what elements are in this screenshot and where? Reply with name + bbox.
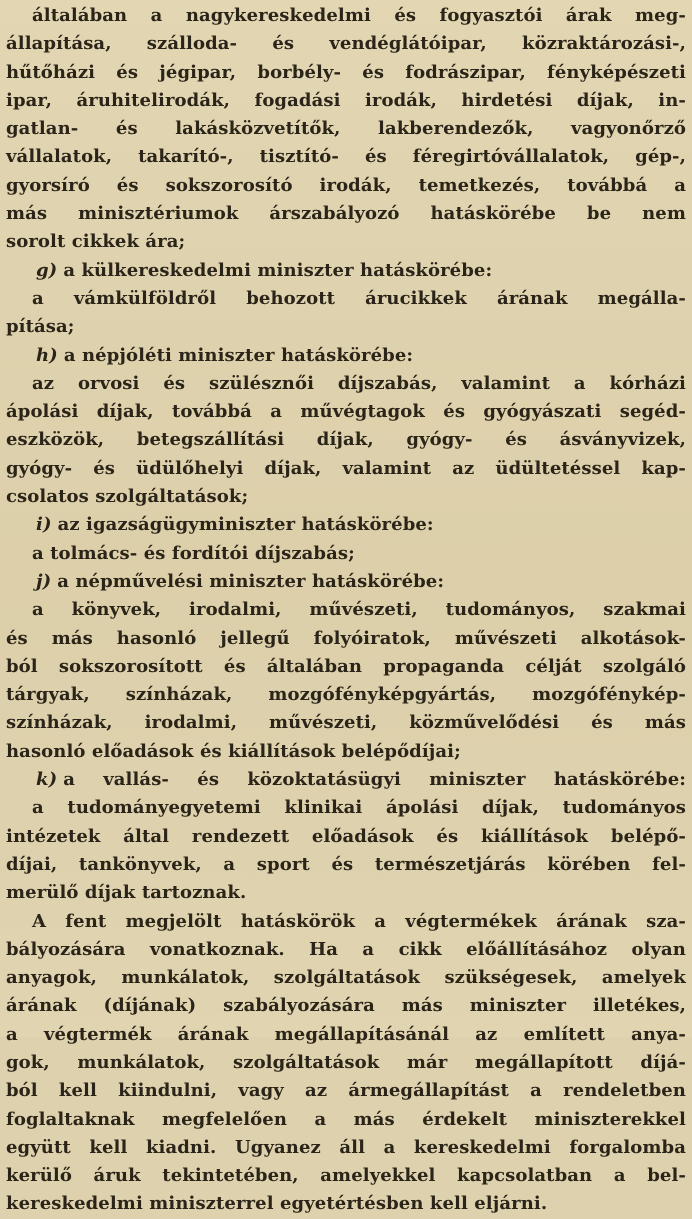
line-text: bályozására vonatkoznak. Ha a cikk előállításához olyan: [6, 938, 686, 960]
line-text: a végtermék árának megállapításánál az említett anya-: [6, 1023, 686, 1045]
line-text: gatlan- és lakásközvetítők, lakberendezők, vagyonőrző: [6, 118, 686, 140]
line-text: intézetek által rendezett előadások és kiállítások belépő-: [6, 825, 686, 847]
line-text: tárgyak, színházak, mozgófényképgyártás, mozgófénykép-: [6, 684, 686, 706]
line-text: általában a nagykereskedelmi és fogyasztói árak meg-: [32, 5, 686, 26]
text-line: [6, 59, 686, 87]
line-text: együtt kell kiadni. Ugyanez áll a kereskedelmi forgalomba: [6, 1136, 686, 1158]
section-heading-line: [6, 568, 686, 596]
line-text: az igazságügyminiszter hatáskörébe:: [57, 514, 434, 536]
line-text: díjai, tankönyvek, a sport és természetjárás körében fel-: [6, 853, 686, 875]
text-line: [6, 964, 686, 992]
line-text: a tolmács- és fordítói díjszabás;: [32, 542, 355, 564]
line-text: sorolt cikkek ára;: [6, 231, 186, 253]
section-letter: k): [36, 769, 58, 791]
text-line: [6, 936, 686, 964]
line-text: a népművelési miniszter hatáskörébe:: [57, 570, 445, 592]
line-text: a népjóléti miniszter hatáskörébe:: [63, 344, 414, 366]
text-line: [6, 143, 686, 171]
section-heading-line: [6, 511, 686, 539]
line-text: ápolási díjak, továbbá a művégtagok és gyógyászati segéd-: [6, 401, 686, 423]
line-text: hasonló előadások és kiállítások belépődíjai;: [6, 740, 461, 762]
line-text: anyagok, munkálatok, szolgáltatások szükségesek, amelyek: [6, 967, 686, 989]
section-heading-line: [6, 766, 686, 794]
line-text: árának (díjának) szabályozására más miniszter illetékes,: [6, 995, 686, 1017]
line-text: eszközök, betegszállítási díjak, gyógy- és ásványvizek,: [6, 429, 686, 451]
section-letter: g): [36, 259, 58, 281]
line-text: a vámkülföldről behozott árucikkek árának megálla-: [32, 287, 686, 309]
line-text: kerülő áruk tekintetében, amelyekkel kapcsolatban a bel-: [6, 1165, 686, 1187]
text-line: [6, 87, 686, 115]
text-line: [6, 908, 686, 936]
section-letter: h): [36, 344, 58, 366]
text-line: [6, 879, 686, 907]
line-text: állapítása, szálloda- és vendéglátóipar, közraktározási-,: [6, 33, 686, 55]
text-line: [6, 851, 686, 879]
text-line: [6, 738, 686, 766]
text-line: [6, 653, 686, 681]
text-line: [6, 1162, 686, 1190]
text-line: [6, 483, 686, 511]
text-line: [6, 398, 686, 426]
line-text: a külkereskedelmi miniszter hatáskörébe:: [63, 259, 493, 281]
text-line: [6, 1021, 686, 1049]
line-text: gok, munkálatok, szolgáltatások már megállapított díjá-: [6, 1051, 686, 1073]
line-text: az orvosi és szülésznői díjszabás, valamint a kórházi: [32, 372, 686, 394]
line-text: foglaltaknak megfelelően a más érdekelt miniszterekkel: [6, 1108, 686, 1130]
text-line: [6, 823, 686, 851]
line-text: csolatos szolgáltatások;: [6, 486, 249, 508]
line-text: és más hasonló jellegű folyóiratok, művészeti alkotások-: [6, 627, 686, 649]
text-line: [6, 455, 686, 483]
line-text: színházak, irodalmi, művészeti, közművelődési és más: [6, 712, 686, 734]
line-text: a vallás- és közoktatásügyi miniszter hatáskörébe:: [63, 769, 686, 791]
text-line: [6, 228, 686, 256]
text-line: [6, 1190, 686, 1218]
section-heading-line: [6, 257, 686, 285]
text-line: [6, 681, 686, 709]
line-text: hűtőházi és jégipar, borbély- és fodrászipar, fényképészeti: [6, 61, 686, 83]
line-text: gyorsíró és sokszorosító irodák, temetkezés, továbbá a: [6, 174, 686, 196]
text-line: [6, 1134, 686, 1162]
line-text: ipar, áruhitelirodák, fogadási irodák, hirdetési díjak, in-: [6, 89, 686, 111]
line-text: a tudományegyetemi klinikai ápolási díjak, tudományos: [32, 797, 686, 819]
text-line: [6, 426, 686, 454]
text-line: [6, 172, 686, 200]
text-line: [6, 596, 686, 624]
text-line: [6, 1049, 686, 1077]
section-heading-line: [6, 342, 686, 370]
text-line: [6, 1106, 686, 1134]
line-text: kereskedelmi miniszterrel egyetértésben kell eljárni.: [6, 1193, 548, 1215]
text-line: [6, 115, 686, 143]
text-line: [6, 540, 686, 568]
text-line: [6, 313, 686, 341]
line-text: ból sokszorosított és általában propaganda célját szolgáló: [6, 655, 686, 677]
section-letter: j): [36, 570, 52, 592]
line-text: merülő díjak tartoznak.: [6, 882, 247, 904]
line-text: pítása;: [6, 316, 75, 338]
section-letter: i): [36, 514, 52, 536]
line-text: más minisztériumok árszabályozó hatáskörébe be nem: [6, 203, 686, 225]
text-line: [6, 625, 686, 653]
text-line: [6, 709, 686, 737]
line-text: vállalatok, takarító-, tisztító- és féregirtóvállalatok, gép-,: [6, 146, 686, 168]
line-text: A fent megjelölt hatáskörök a végtermékek árának sza-: [32, 910, 686, 932]
text-line: [6, 2, 686, 30]
text-line: [6, 30, 686, 58]
text-line: [6, 285, 686, 313]
text-line: [6, 794, 686, 822]
line-text: a könyvek, irodalmi, művészeti, tudományos, szakmai: [32, 599, 686, 621]
text-line: [6, 1077, 686, 1105]
text-line: [6, 992, 686, 1020]
text-line: [6, 200, 686, 228]
line-text: gyógy- és üdülőhelyi díjak, valamint az üdültetéssel kap-: [6, 457, 686, 479]
text-line: [6, 370, 686, 398]
line-text: ból kell kiindulni, vagy az ármegállapítást a rendeletben: [6, 1080, 686, 1102]
